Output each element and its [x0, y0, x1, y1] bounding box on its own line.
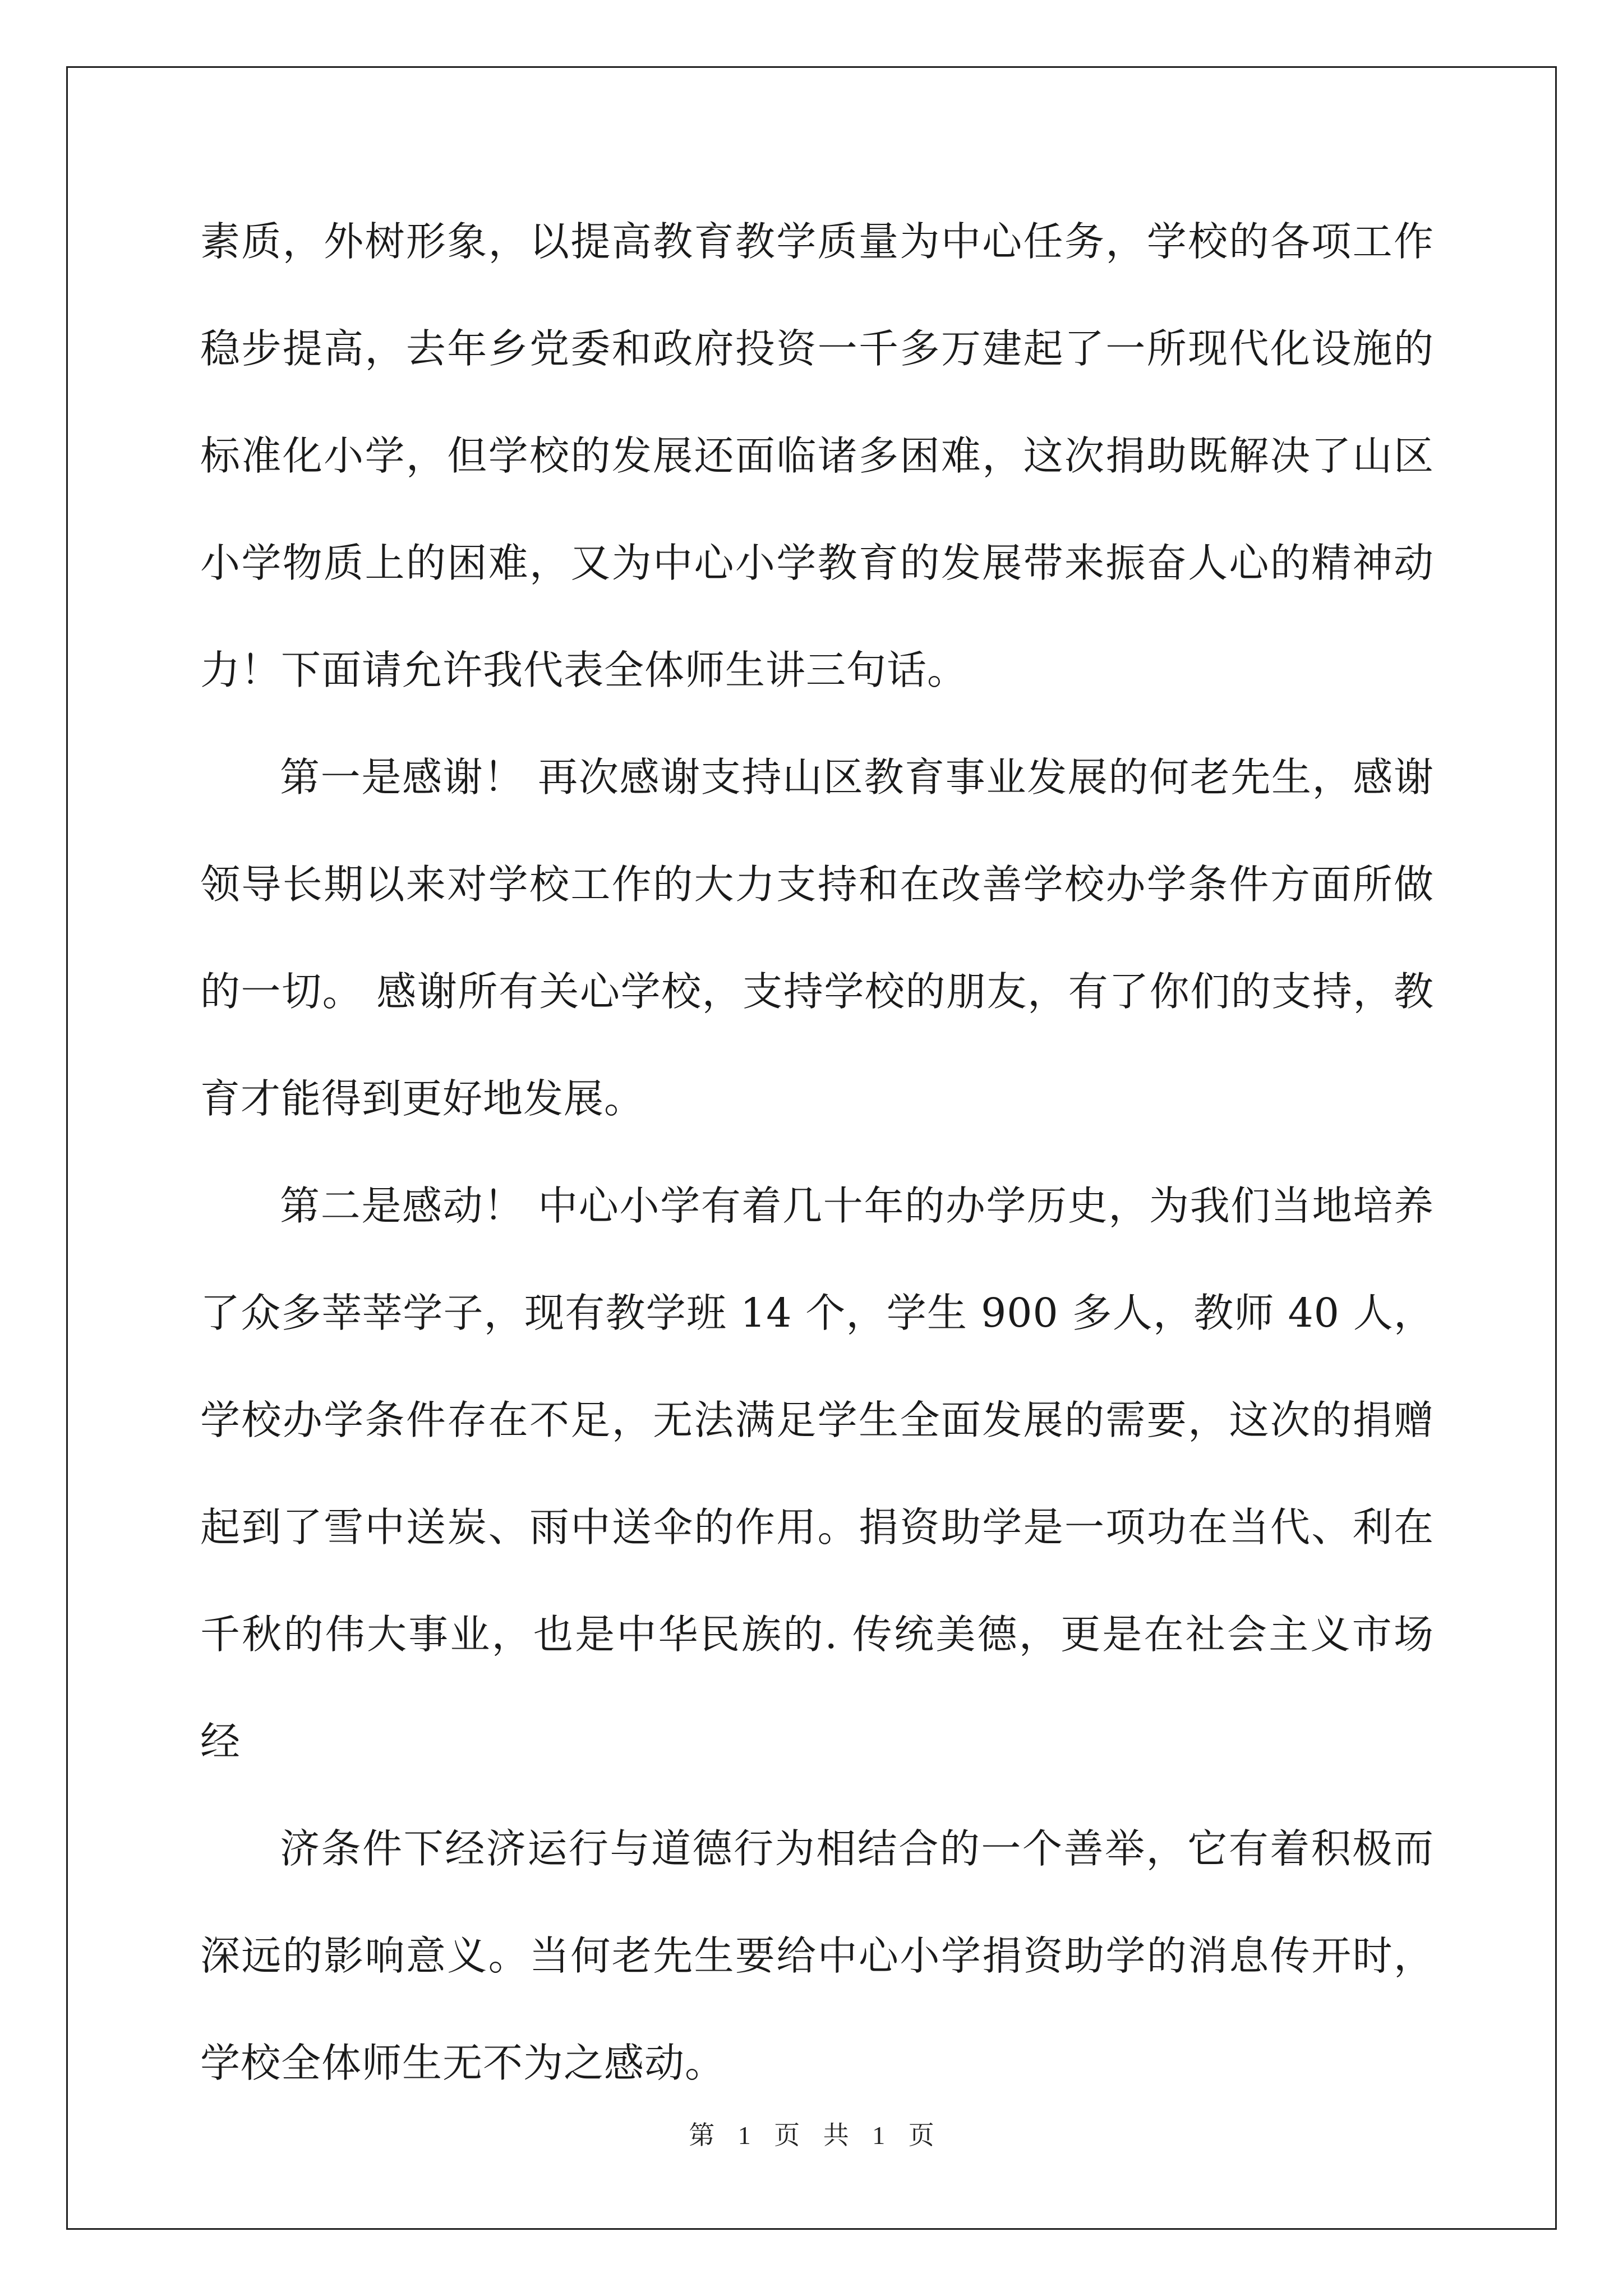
document-body	[200, 188, 1434, 2116]
page-footer	[0, 2115, 1623, 2152]
paragraph-2: 第一是感谢！ 再次感谢支持山区教育事业发展的何老先生，感谢领导长期以来对学校工作的大力支持和在改善学校办学条件方面所做的一切。 感谢所有关心学校，支持学校的朋友，有了你们的支持，教育才能得到更好地发展。	[200, 754, 1434, 1122]
page-number: 第 1 页	[689, 2121, 800, 2150]
page-total: 共 1 页	[823, 2121, 934, 2150]
paragraph-1: 素质，外树形象，以提高教育教学质量为中心任务，学校的各项工作稳步提高，去年乡党委和政府投资一千多万建起了一所现代化设施的标准化小学，但学校的发展还面临诸多困难，这次捐助既解决了山区小学物质上的困难，又为中心小学教育的发展带来振奋人心的精神动力！下面请允许我代表全体师生讲三句话。	[200, 218, 1434, 693]
paragraph-4: 济条件下经济运行与道德行为相结合的一个善举，它有着积极而深远的影响意义。当何老先生要给中心小学捐资助学的消息传开时，学校全体师生无不为之感动。	[200, 1825, 1434, 2086]
paragraph-3: 第二是感动！ 中心小学有着几十年的办学历史，为我们当地培养了众多莘莘学子，现有教学班 14 个，学生 900 多人，教师 40 人，学校办学条件存在不足，无法满足学生全面发展的需要，这次的捐赠起到了雪中送炭、雨中送伞的作用。捐资助学是一项功在当代、利在千秋的伟大事业，也是中华民族的. 传统美德，更是在社会主义市场经	[200, 1182, 1435, 1765]
